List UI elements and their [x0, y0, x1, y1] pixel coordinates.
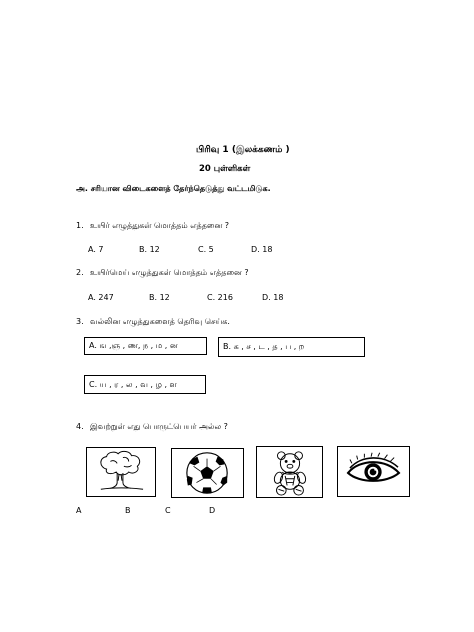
question-4-number: 4.: [76, 422, 84, 431]
q3-option-a-box[interactable]: A. ங ,ஞ , ண, ந , ம , ன: [84, 337, 207, 355]
q4-picture-b[interactable]: [171, 448, 244, 498]
question-3-text: வல்லின எழுத்துகளைத் தெரிவு செய்க.: [90, 317, 230, 326]
q4-picture-d[interactable]: [337, 446, 410, 497]
marks-label: 20 புள்ளிகள்: [199, 164, 251, 174]
instruction: அ. சரியான விடைகளைத் தேர்ந்தெடுத்து வட்டமிடுக.: [76, 184, 271, 193]
q4-picture-c[interactable]: [256, 446, 323, 498]
tree-icon: [87, 448, 155, 496]
question-4-text: இவற்றுள் எது பொருட்பெயர் அல்ல ?: [90, 422, 228, 431]
section-title: பிரிவு 1 (இலக்கணம் ): [196, 145, 290, 155]
question-3-number: 3.: [76, 317, 84, 326]
q2-option-c[interactable]: C. 216: [207, 293, 233, 302]
q2-option-b[interactable]: B. 12: [149, 293, 170, 302]
teddy-bear-icon: [257, 447, 322, 497]
question-2-text: உயிர்மெய் எழுத்துகள் மொத்தம் எத்தனை ?: [90, 268, 249, 277]
q4-picture-a[interactable]: [86, 447, 156, 497]
q1-option-a[interactable]: A. 7: [88, 245, 104, 254]
eye-icon: [338, 447, 409, 496]
q1-option-b[interactable]: B. 12: [139, 245, 160, 254]
question-1-text: உயிர் எழுத்துகள் மொத்தம் எத்தனை ?: [90, 221, 230, 230]
q4-letter-c: C: [165, 506, 171, 515]
q1-option-c[interactable]: C. 5: [198, 245, 214, 254]
football-icon: [172, 449, 243, 497]
q1-option-d[interactable]: D. 18: [251, 245, 273, 254]
q4-letter-d: D: [209, 506, 216, 515]
q2-option-a[interactable]: A. 247: [88, 293, 114, 302]
question-2-number: 2.: [76, 268, 84, 277]
q3-option-b-box[interactable]: B. க , ச , ட , த , ப , ற: [218, 337, 365, 357]
q2-option-d[interactable]: D. 18: [262, 293, 284, 302]
q4-letter-b: B: [125, 506, 131, 515]
q4-letter-a: A: [76, 506, 82, 515]
question-1-number: 1.: [76, 221, 84, 230]
q3-option-c-box[interactable]: C. ய , ர , ல , வ , ழ , ள: [84, 375, 206, 394]
